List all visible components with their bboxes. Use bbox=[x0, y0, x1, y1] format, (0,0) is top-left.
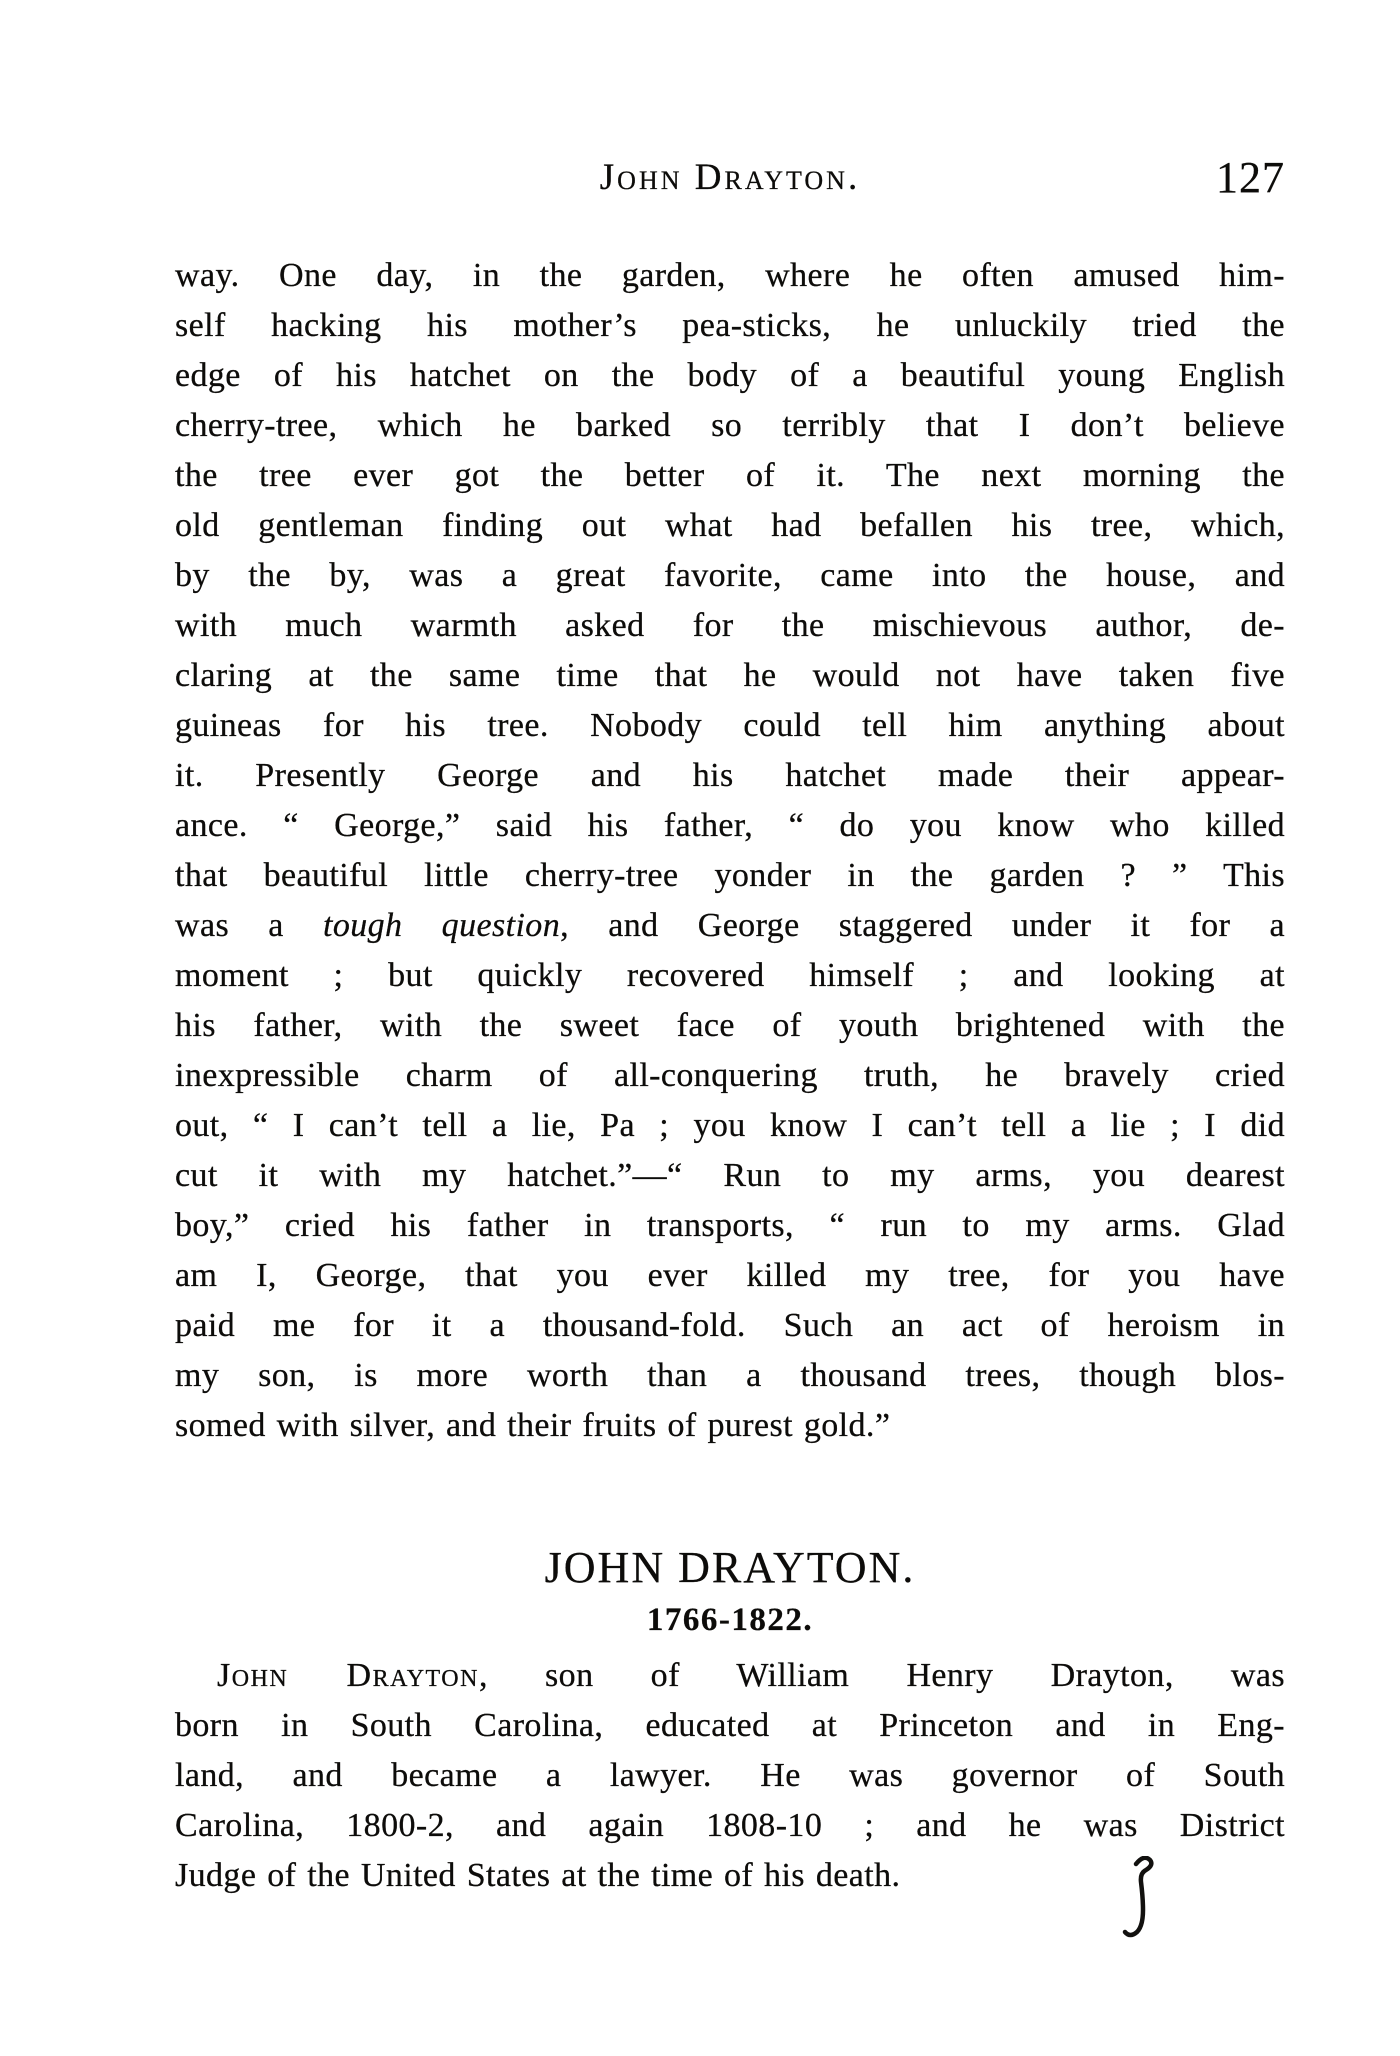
text-line bbox=[175, 1001, 1285, 1051]
text-segment: paid me for it a thousand-fold. Such an act of heroism in bbox=[175, 1307, 1285, 1344]
text-line bbox=[175, 1751, 1285, 1801]
text-line bbox=[175, 1651, 1285, 1701]
text-segment: claring at the same time that he would not have taken five bbox=[175, 657, 1285, 694]
text-segment: by the by, was a great favorite, came into the house, and bbox=[175, 557, 1285, 594]
text-line bbox=[175, 1151, 1285, 1201]
text-line bbox=[175, 301, 1285, 351]
text-line bbox=[175, 851, 1285, 901]
text-segment: land, and became a lawyer. He was governor of South bbox=[175, 1757, 1285, 1794]
text-line bbox=[175, 801, 1285, 851]
text-line bbox=[175, 551, 1285, 601]
paragraph-cherry-tree-story bbox=[175, 251, 1285, 1451]
text-line bbox=[175, 1401, 1285, 1451]
section-heading: JOHN DRAYTON. bbox=[544, 1543, 916, 1592]
running-header bbox=[175, 152, 1285, 204]
text-line bbox=[175, 751, 1285, 801]
running-header-title: John Drayton. bbox=[599, 157, 861, 198]
text-segment: ance. “ George,” said his father, “ do you know who killed bbox=[175, 807, 1285, 844]
text-line bbox=[175, 1251, 1285, 1301]
text-segment: Judge of the United States at the time of his death. bbox=[175, 1857, 901, 1894]
text-segment: self hacking his mother’s pea-sticks, he unluckily tried the bbox=[175, 307, 1285, 344]
paragraph-biography bbox=[175, 1651, 1285, 1901]
page-number: 127 bbox=[1216, 153, 1285, 202]
text-line bbox=[175, 501, 1285, 551]
text-segment: that beautiful little cherry-tree yonder in the garden ? ” This bbox=[175, 857, 1285, 894]
text-line bbox=[175, 1851, 1285, 1901]
text-line bbox=[175, 951, 1285, 1001]
italic-text: tough question bbox=[323, 907, 561, 944]
text-line bbox=[175, 1351, 1285, 1401]
ink-smudge-artifact bbox=[1120, 1856, 1164, 1946]
text-segment: was a bbox=[175, 907, 324, 944]
section-dates: 1766-1822. bbox=[646, 1602, 814, 1638]
text-segment: his father, with the sweet face of youth brightened with the bbox=[175, 1007, 1285, 1044]
text-line bbox=[175, 601, 1285, 651]
text-segment: born in South Carolina, educated at Princeton and in Eng- bbox=[175, 1707, 1285, 1744]
text-line bbox=[175, 401, 1285, 451]
text-segment: guineas for his tree. Nobody could tell him anything about bbox=[175, 707, 1285, 744]
text-line bbox=[175, 1301, 1285, 1351]
text-line bbox=[175, 1201, 1285, 1251]
text-segment: , son of William Henry Drayton, was bbox=[478, 1657, 1286, 1694]
small-caps-name: John Drayton bbox=[217, 1657, 479, 1694]
text-line bbox=[175, 1051, 1285, 1101]
text-segment: , and George staggered under it for a bbox=[560, 907, 1285, 944]
text-segment: am I, George, that you ever killed my tree, for you have bbox=[175, 1257, 1285, 1294]
text-segment: way. One day, in the garden, where he often amused him- bbox=[175, 257, 1285, 294]
text-segment: out, “ I can’t tell a lie, Pa ; you know I can’t tell a lie ; I did bbox=[175, 1107, 1285, 1144]
text-line bbox=[175, 1101, 1285, 1151]
text-line bbox=[175, 901, 1285, 951]
text-line bbox=[175, 1801, 1285, 1851]
text-segment: my son, is more worth than a thousand trees, though blos- bbox=[175, 1357, 1285, 1394]
text-line bbox=[175, 451, 1285, 501]
text-segment: with much warmth asked for the mischievous author, de- bbox=[175, 607, 1285, 644]
text-segment: the tree ever got the better of it. The next morning the bbox=[175, 457, 1285, 494]
text-segment: cherry-tree, which he barked so terribly that I don’t believe bbox=[175, 407, 1285, 444]
text-segment: edge of his hatchet on the body of a beautiful young English bbox=[175, 357, 1285, 394]
text-segment: Carolina, 1800-2, and again 1808-10 ; and he was District bbox=[175, 1807, 1285, 1844]
text-line bbox=[175, 251, 1285, 301]
text-line bbox=[175, 351, 1285, 401]
text-segment: moment ; but quickly recovered himself ; and looking at bbox=[175, 957, 1285, 994]
text-line bbox=[175, 701, 1285, 751]
text-segment: boy,” cried his father in transports, “ run to my arms. Glad bbox=[175, 1207, 1285, 1244]
text-segment: cut it with my hatchet.”—“ Run to my arms, you dearest bbox=[175, 1157, 1285, 1194]
text-segment: inexpressible charm of all-conquering truth, he bravely cried bbox=[175, 1057, 1285, 1094]
text-line bbox=[175, 1701, 1285, 1751]
text-line bbox=[175, 651, 1285, 701]
text-segment: somed with silver, and their fruits of purest gold.” bbox=[175, 1407, 891, 1444]
text-segment: it. Presently George and his hatchet made their appear- bbox=[175, 757, 1285, 794]
text-segment: old gentleman finding out what had befallen his tree, which, bbox=[175, 507, 1285, 544]
